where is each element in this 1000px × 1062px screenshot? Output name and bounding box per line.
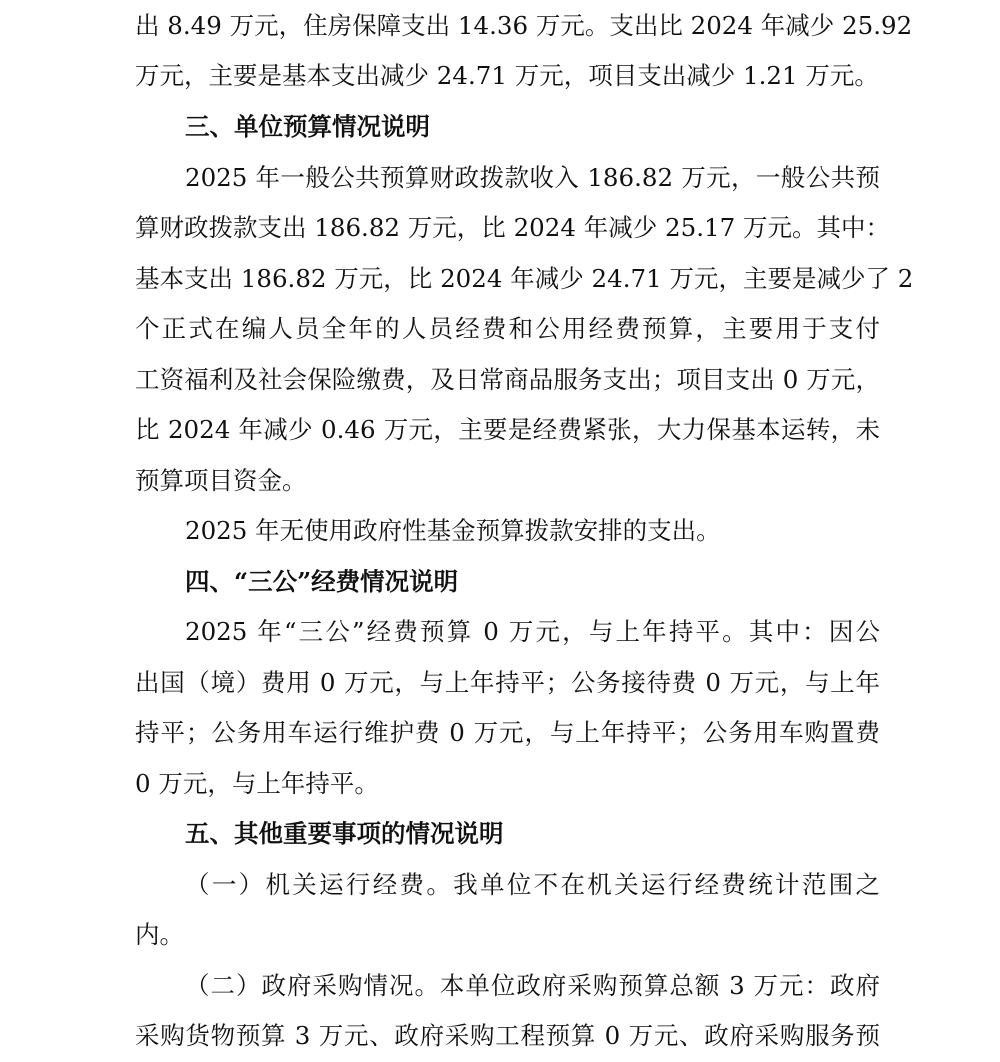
paragraph-line: 出国（境）费用 0 万元，与上年持平；公务接待费 0 万元，与上年 bbox=[135, 668, 880, 697]
paragraph-line: （二）政府采购情况。本单位政府采购预算总额 3 万元：政府 bbox=[185, 971, 880, 1000]
section-heading: 五、其他重要事项的情况说明 bbox=[185, 819, 504, 848]
paragraph-line: （一）机关运行经费。我单位不在机关运行经费统计范围之 bbox=[185, 870, 880, 899]
paragraph-line: 算财政拨款支出 186.82 万元，比 2024 年减少 25.17 万元。其中： bbox=[135, 213, 890, 242]
paragraph-line: 0 万元，与上年持平。 bbox=[135, 769, 379, 798]
paragraph-line: 2025 年一般公共预算财政拨款收入 186.82 万元，一般公共预 bbox=[185, 163, 880, 192]
section-heading: 三、单位预算情况说明 bbox=[185, 112, 430, 141]
paragraph-line: 基本支出 186.82 万元，比 2024 年减少 24.71 万元，主要是减少了 2 bbox=[135, 264, 914, 293]
paragraph-line: 2025 年无使用政府性基金预算拨款安排的支出。 bbox=[185, 516, 721, 545]
section-heading: 四、“三公”经费情况说明 bbox=[185, 567, 459, 596]
paragraph-line: 2025 年“三公”经费预算 0 万元，与上年持平。其中：因公 bbox=[185, 617, 880, 646]
paragraph-line: 采购货物预算 3 万元、政府采购工程预算 0 万元、政府采购服务预 bbox=[135, 1021, 880, 1050]
paragraph-line: 持平；公务用车运行维护费 0 万元，与上年持平；公务用车购置费 bbox=[135, 718, 880, 747]
paragraph-line: 预算项目资金。 bbox=[135, 466, 307, 495]
paragraph-line: 内。 bbox=[135, 920, 184, 949]
paragraph-line: 出 8.49 万元，住房保障支出 14.36 万元。支出比 2024 年减少 25.92 bbox=[135, 11, 913, 40]
paragraph-line: 个正式在编人员全年的人员经费和公用经费预算，主要用于支付 bbox=[135, 314, 880, 343]
paragraph-line: 比 2024 年减少 0.46 万元，主要是经费紧张，大力保基本运转，未 bbox=[135, 415, 880, 444]
paragraph-line: 万元，主要是基本支出减少 24.71 万元，项目支出减少 1.21 万元。 bbox=[135, 61, 879, 90]
paragraph-line: 工资福利及社会保险缴费，及日常商品服务支出；项目支出 0 万元， bbox=[135, 365, 880, 394]
